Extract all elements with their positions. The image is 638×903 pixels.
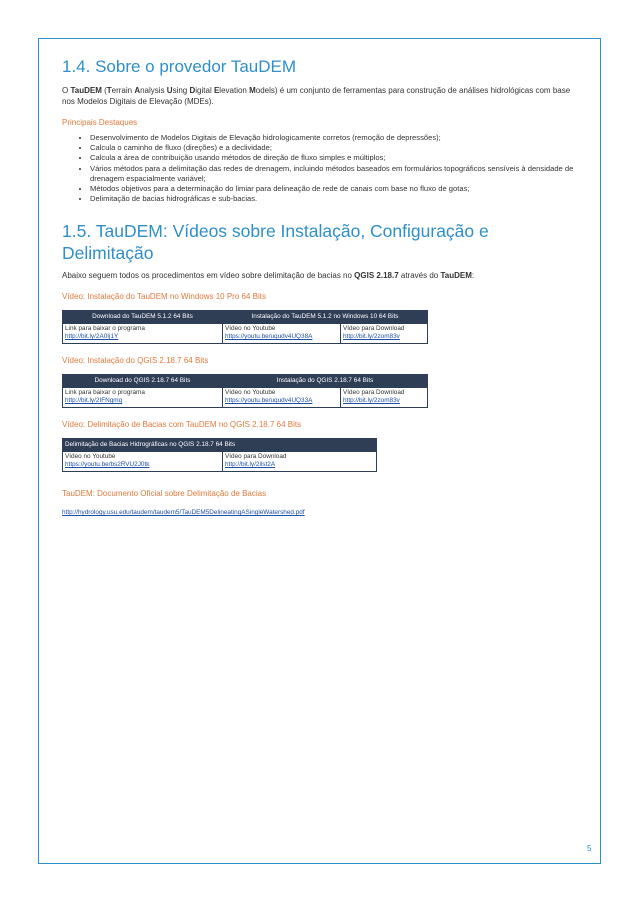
youtube-link[interactable]: https://youtu.be/bs2RVU2J0tk — [65, 461, 150, 469]
doc-pdf-link[interactable]: http://hydrology.usu.edu/taudem/taudem5/TauDEM5DelineatingASingleWatershed.pdf — [62, 509, 305, 517]
table-cell: Vídeo no Youtube https://youtu.be/bs2RVU2J0tk — [63, 452, 223, 472]
list-item: • Vários métodos para a delimitação das redes de drenagem, incluindo métodos baseados em formulários topográficos sensíveis à densidade de drenagem espacialmente variável; — [90, 164, 582, 184]
table-row — [63, 324, 428, 344]
video3-table — [62, 438, 377, 472]
page-number: 5 — [587, 844, 592, 853]
page-content — [62, 56, 582, 517]
table-cell: Link para baixar o programa http://bit.ly/2A0Ij1Y — [63, 324, 223, 344]
list-item: • Métodos objetivos para a determinação do limiar para delineação de rede de canais com base no fluxo de gotas; — [90, 184, 582, 194]
list-item: • Desenvolvimento de Modelos Digitais de Elevação hidrologicamente corretos (remoção de depressões); — [90, 133, 582, 143]
table-header: Download do QGIS 2.18.7 64 Bits — [63, 375, 223, 388]
video-download-link[interactable]: http://bit.ly/2zom83v — [343, 333, 400, 341]
taudem-intro-paragraph: O TauDEM (Terrain Analysis Using Digital Elevation Models) é um conjunto de ferramentas para construção de análises hidrológicas com base nos Modelos Digitais de Elevação (MDEs). — [62, 86, 571, 106]
highlights-subtitle: Principais Destaques — [62, 118, 138, 127]
table-cell: Vídeo para Download http://bit.ly/2zom83v — [341, 388, 428, 408]
video2-subtitle: Vídeo: Instalação do QGIS 2.18.7 64 Bits — [62, 356, 209, 366]
list-item: • Calcula a área de contribuição usando métodos de direção de fluxo simples e múltiplos; — [90, 153, 582, 163]
table-cell: Vídeo no Youtube https://youtu.be/uqudv4UQ33A — [223, 388, 341, 408]
table-header: Download do TauDEM 5.1.2 64 Bits — [63, 311, 223, 324]
download-link[interactable]: http://bit.ly/2IFNgmq — [65, 397, 123, 405]
video-download-link[interactable]: http://bit.ly/2ilst2A — [225, 461, 276, 469]
table-cell: Vídeo para Download http://bit.ly/2zom83v — [341, 324, 428, 344]
table-header: Instalação do QGIS 2.18.7 64 Bits — [223, 375, 428, 388]
video2-table — [62, 374, 428, 408]
youtube-link[interactable]: https://youtu.be/uqudv4UQ38A — [225, 333, 313, 341]
section-title-taudem: 1.4. Sobre o provedor TauDEM — [62, 57, 297, 76]
table-cell: Link para baixar o programa http://bit.ly/2IFNgmq — [63, 388, 223, 408]
taudem-brand: TauDEM — [70, 86, 102, 95]
list-item: • Calcula o caminho de fluxo (direções) e a declividade; — [90, 143, 582, 153]
table-row — [63, 452, 377, 472]
table-cell: Vídeo no Youtube https://youtu.be/uqudv4UQ38A — [223, 324, 341, 344]
youtube-link[interactable]: https://youtu.be/uqudv4UQ33A — [225, 397, 313, 405]
video1-table — [62, 310, 428, 344]
video3-subtitle: Vídeo: Delimitação de Bacias com TauDEM no QGIS 2.18.7 64 Bits — [62, 420, 302, 430]
video1-subtitle: Vídeo: Instalação do TauDEM no Windows 10 Pro 64 Bits — [62, 292, 266, 302]
doc-subtitle: TauDEM: Documento Oficial sobre Delimitação de Bacias — [62, 489, 267, 499]
highlights-list — [62, 133, 582, 204]
table-cell: Vídeo para Download http://bit.ly/2ilst2A — [223, 452, 377, 472]
section-title-videos: 1.5. TauDEM: Vídeos sobre Instalação, Configuração e Delimitação — [62, 221, 489, 264]
video-download-link[interactable]: http://bit.ly/2zom83v — [343, 397, 400, 405]
list-item: • Delimitação de bacias hidrográficas e sub-bacias. — [90, 194, 582, 204]
table-row — [63, 388, 428, 408]
download-link[interactable]: http://bit.ly/2A0Ij1Y — [65, 333, 119, 341]
table-header: Instalação do TauDEM 5.1.2 no Windows 10 64 Bits — [223, 311, 428, 324]
table-header: Delimitação de Bacias Hidrográficas no QGIS 2.18.7 64 Bits — [63, 439, 377, 452]
videos-intro-paragraph: Abaixo seguem todos os procedimentos em vídeo sobre delimitação de bacias no QGIS 2.18.7 através do TauDEM: — [62, 271, 475, 281]
doc-link-line — [62, 509, 582, 517]
